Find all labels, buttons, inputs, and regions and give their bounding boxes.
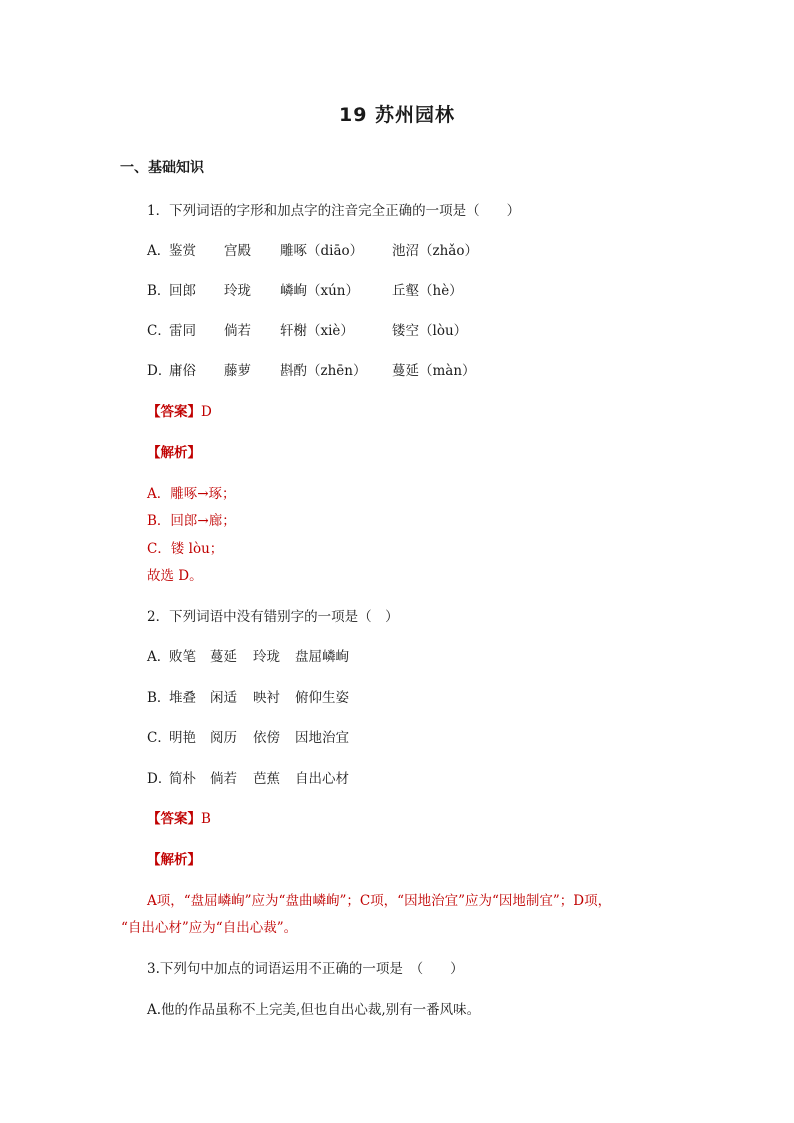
section-heading: 一、基础知识 [120,160,204,176]
option-word-2: 闲适 [210,690,237,706]
option-word-4: 镂空（lòu） [392,323,468,339]
option-word-2: 玲珑 [224,283,251,299]
q2-answer [147,807,211,827]
option-word-4: 盘屈嶙峋 [295,649,349,665]
q2-stem: 2．下列词语中没有错别字的一项是（ ） [147,609,399,625]
option-word-1: 鉴赏 [169,243,196,259]
option-word-2: 倘若 [210,771,237,787]
option-word-4: 因地治宜 [295,730,349,746]
option-word-4: 丘壑（hè） [392,283,463,299]
q1-analysis-line: C．镂 lòu； [147,541,224,557]
option-word-1: 简朴 [169,771,196,787]
q1-stem: 1．下列词语的字形和加点字的注音完全正确的一项是（ ） [147,203,521,219]
option-word-3: 依傍 [253,730,280,746]
option-word-1: 堆叠 [169,690,196,706]
answer-value: B [201,811,211,827]
option-word-3: 芭蕉 [253,771,280,787]
option-letter: B． [147,283,171,299]
q1-analysis-line: A．雕啄→琢； [147,486,236,502]
option-letter: A． [147,243,171,259]
option-letter: C． [147,730,171,746]
option-word-3: 雕啄（diāo） [280,243,364,259]
q1-analysis-line: B．回郎→廊； [147,513,236,529]
option-word-4: 池沼（zhǎo） [392,243,478,259]
q1-analysis-label: 【解析】 [147,445,201,461]
option-word-4: 蔓延（màn） [392,363,476,379]
option-word-3: 映衬 [253,690,280,706]
option-word-3: 玲珑 [253,649,280,665]
option-word-3: 嶙峋（xún） [280,283,360,299]
option-word-1: 回郎 [169,283,196,299]
option-word-1: 雷同 [169,323,196,339]
q3-stem: 3.下列句中加点的词语运用不正确的一项是 （ ） [147,961,464,977]
q3-option-a: A.他的作品虽称不上完美,但也自出心裁,别有一番风味。 [147,1002,481,1018]
option-word-2: 蔓延 [210,649,237,665]
q1-answer [147,400,212,420]
option-word-4: 自出心材 [295,771,349,787]
option-letter: D． [147,771,172,787]
option-word-1: 败笔 [169,649,196,665]
option-word-2: 藤萝 [224,363,251,379]
answer-label: 【答案】 [147,404,201,420]
option-word-1: 明艳 [169,730,196,746]
answer-label: 【答案】 [147,811,201,827]
option-letter: D． [147,363,172,379]
q2-analysis-label: 【解析】 [147,852,201,868]
page-title: 19 苏州园林 [338,104,456,126]
q2-analysis-line: A项，“盘屈嶙峋”应为“盘曲嶙峋”；C项，“因地治宜”应为“因地制宜”；D项， [147,893,612,909]
option-letter: A． [147,649,171,665]
q1-analysis-line: 故选 D。 [147,568,203,584]
option-word-2: 倘若 [224,323,251,339]
option-letter: B． [147,690,171,706]
option-word-3: 斟酌（zhēn） [280,363,367,379]
option-word-3: 轩榭（xiè） [280,323,354,339]
option-word-4: 俯仰生姿 [295,690,349,706]
q2-analysis-line: “自出心材”应为“自出心裁”。 [121,920,298,936]
answer-value: D [201,404,212,420]
option-word-2: 阅历 [210,730,237,746]
option-word-2: 宫殿 [224,243,251,259]
option-word-1: 庸俗 [169,363,196,379]
option-letter: C． [147,323,171,339]
